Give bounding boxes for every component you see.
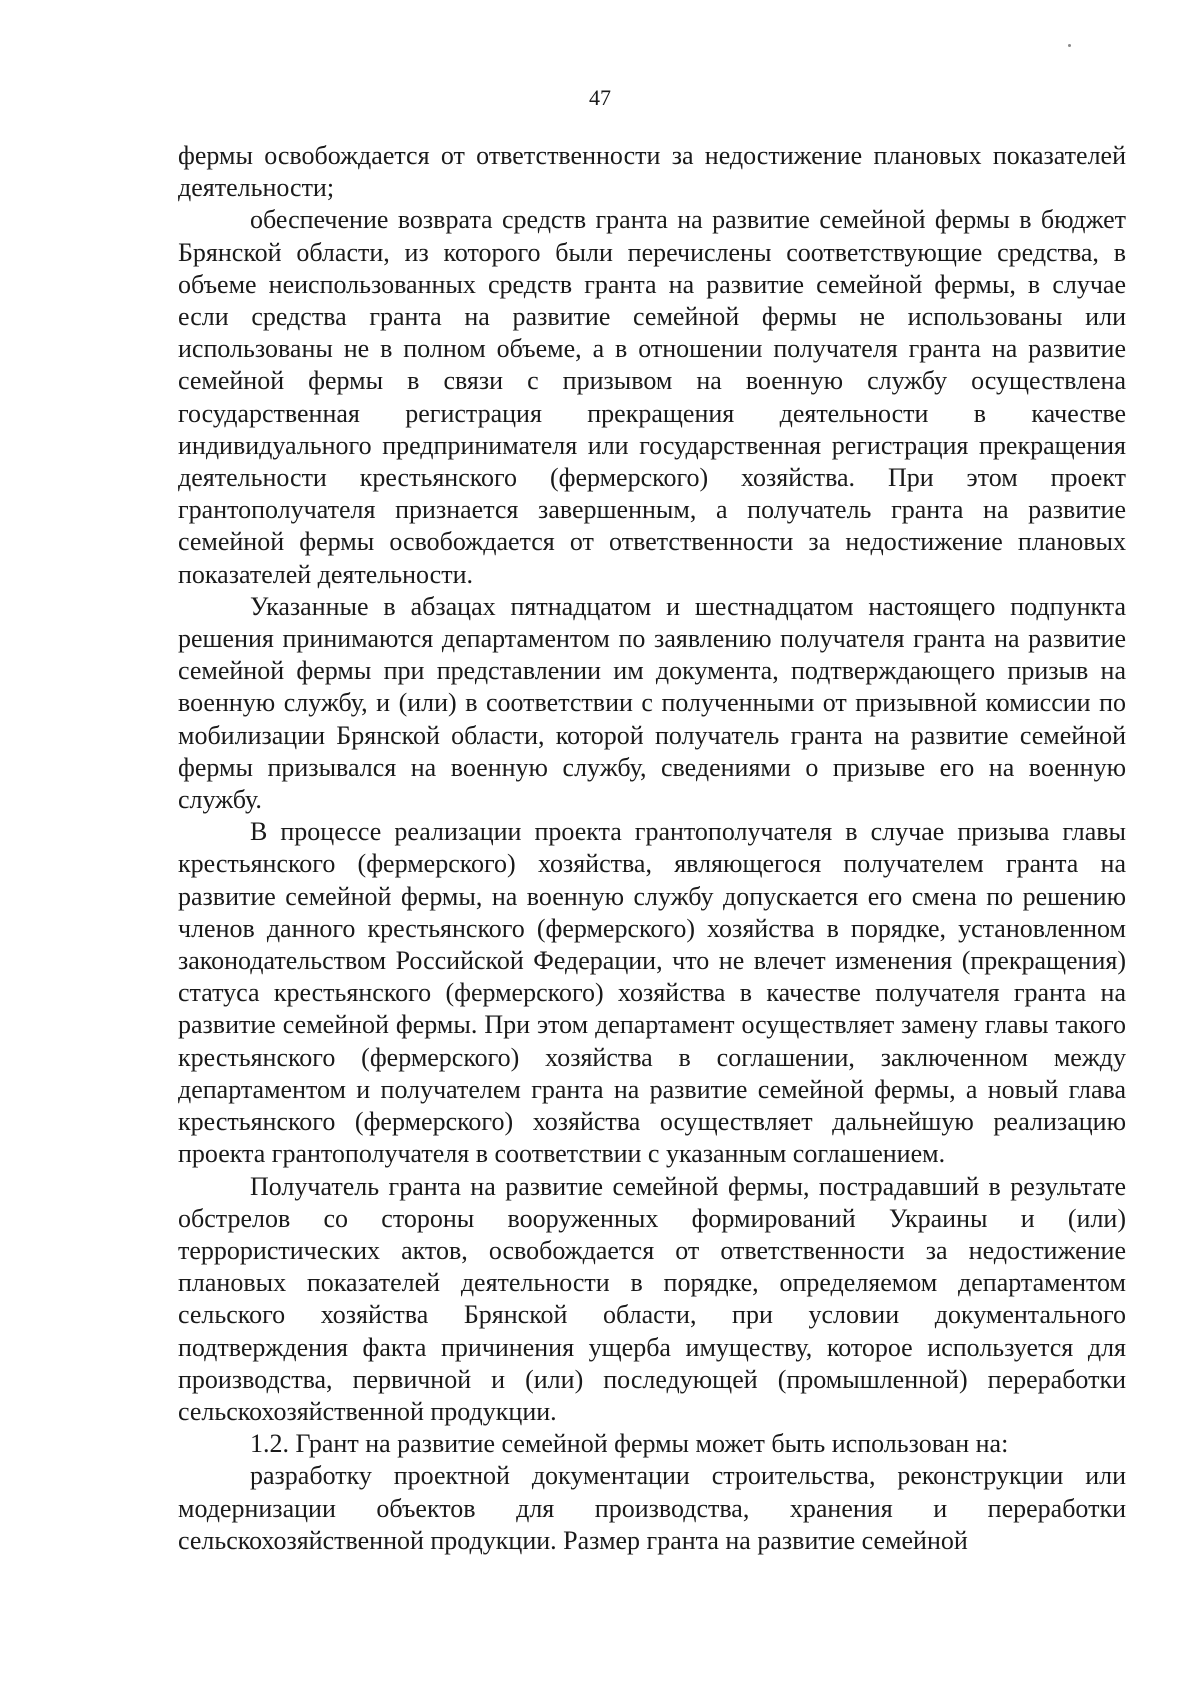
scan-speck [1068,44,1071,47]
paragraph-4: В процессе реализации проекта грантополучателя в случае призыва главы крестьянского (фермерского) хозяйства, являющегося получателем гранта на развитие семейной фермы, на военную службу допускается его смена по решению членов данного крестьянского (фермерского) хозяйства в порядке, установленном законодательством Российской Федерации, что не влечет изменения (прекращения) статуса крестьянского (фермерского) хозяйства в качестве получателя гранта на развитие семейной фермы. При этом департамент осуществляет замену главы такого крестьянского (фермерского) хозяйства в соглашении, заключенном между департаментом и получателем гранта на развитие семейной фермы, а новый глава крестьянского (фермерского) хозяйства осуществляет дальнейшую реализацию проекта грантополучателя в соответствии с указанным соглашением. [178,817,1126,1169]
paragraph-6: 1.2. Грант на развитие семейной фермы может быть использован на: [250,1429,1009,1459]
page-number: 47 [589,85,611,110]
paragraph-5: Получатель гранта на развитие семейной фермы, пострадавший в результате обстрелов со стороны вооруженных формирований Украины и (или) террористических актов, освобождается от ответственности за недостижение плановых показателей деятельности в порядке, определяемом департаментом сельского хозяйства Брянской области, при условии документального подтверждения факта причинения ущерба имуществу, которое используется для производства, первичной и (или) последующей (промышленной) переработки сельскохозяйственной продукции. [178,1171,1126,1426]
document-body [178,140,1126,1557]
paragraph-1: фермы освобождается от ответственности за недостижение плановых показателей деятельности; [178,141,1126,203]
paragraph-3: Указанные в абзацах пятнадцатом и шестнадцатом настоящего подпункта решения принимаются департаментом по заявлению получателя гранта на развитие семейной фермы при представлении им документа, подтверждающего призыв на военную службу, и (или) в соответствии с полученными от призывной комиссии по мобилизации Брянской области, которой получатель гранта на развитие семейной фермы призывался на военную службу, сведениями о призыве его на военную службу. [178,591,1126,815]
paragraph-2: обеспечение возврата средств гранта на развитие семейной фермы в бюджет Брянской области, из которого были перечислены соответствующие средства, в объеме неиспользованных средств гранта на развитие семейной фермы, в случае если средства гранта на развитие семейной фермы не использованы или использованы не в полном объеме, а в отношении получателя гранта на развитие семейной фермы в связи с призывом на военную службу осуществлена государственная регистрация прекращения деятельности в качестве индивидуального предпринимателя или государственная регистрация прекращения деятельности крестьянского (фермерского) хозяйства. При этом проект грантополучателя признается завершенным, а получатель гранта на развитие семейной фермы освобождается от ответственности за недостижение плановых показателей деятельности. [178,205,1126,589]
paragraph-7: разработку проектной документации строительства, реконструкции или модернизации объектов для производства, хранения и переработки сельскохозяйственной продукции. Размер гранта на развитие семейной [178,1461,1126,1555]
